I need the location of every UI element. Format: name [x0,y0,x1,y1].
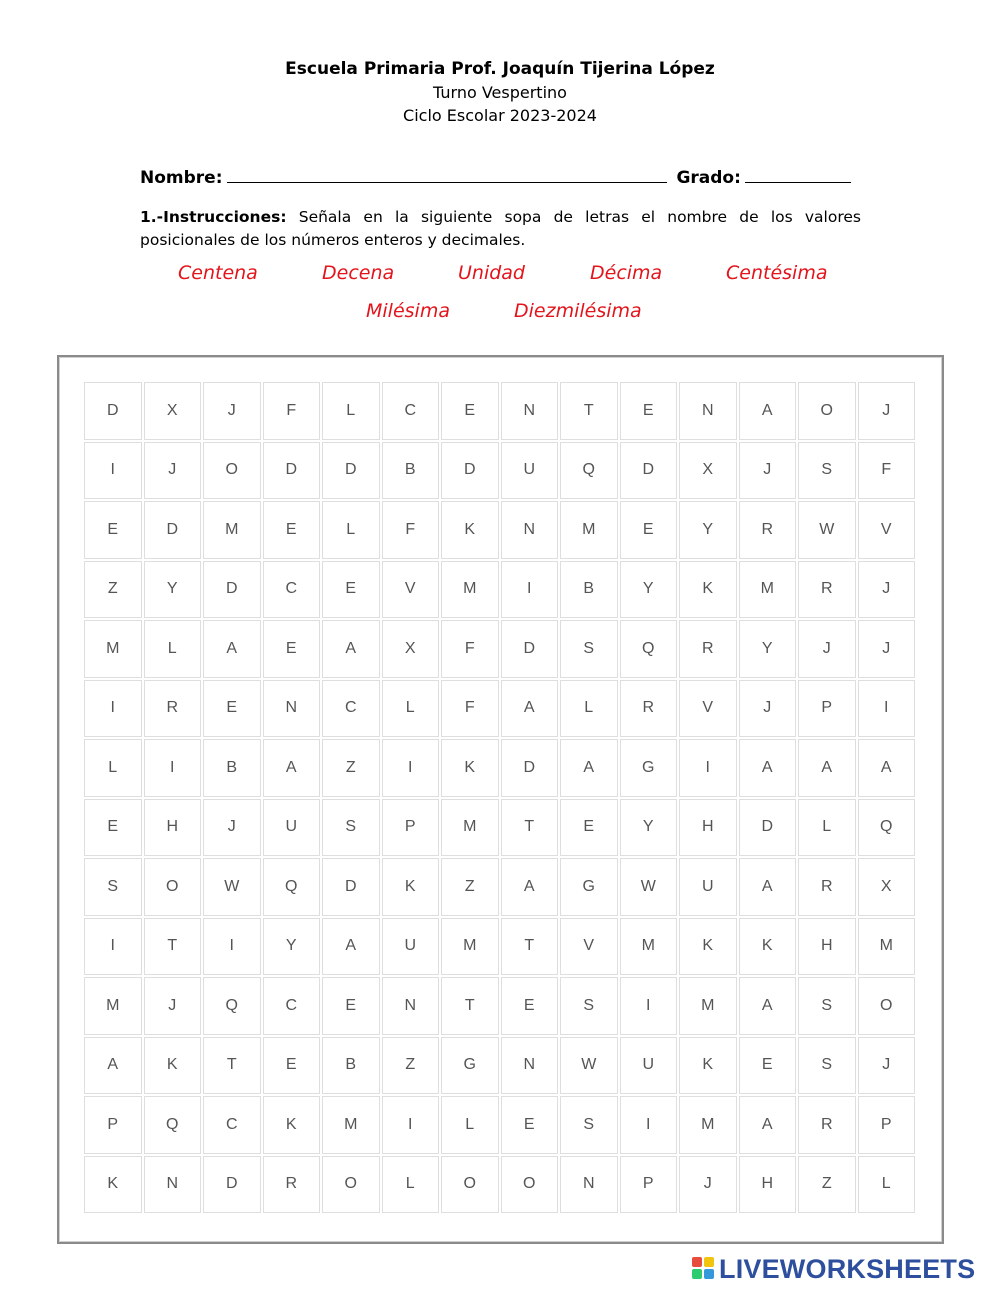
instructions [140,206,861,252]
grid-cell[interactable]: C [263,561,321,619]
grid-cell[interactable]: L [858,1156,916,1214]
grid-cell[interactable]: W [560,1037,618,1095]
grid-cell[interactable]: U [501,442,559,500]
grid-cell[interactable]: K [679,1037,737,1095]
grid-cell[interactable]: I [84,680,142,738]
grid-cell[interactable]: J [203,382,261,440]
grid-cell[interactable]: R [620,680,678,738]
grid-cell[interactable]: M [560,501,618,559]
grid-cell[interactable]: D [84,382,142,440]
grid-cell[interactable]: W [798,501,856,559]
grid-cell[interactable]: L [382,680,440,738]
grid-cell[interactable]: Y [263,918,321,976]
grid-cell[interactable]: V [382,561,440,619]
grid-cell[interactable]: J [858,1037,916,1095]
brand-name: LIVEWORKSHEETS [719,1253,976,1284]
grid-cell[interactable]: A [263,739,321,797]
grid-cell[interactable]: E [560,799,618,857]
grid-cell[interactable]: J [858,382,916,440]
student-info-line [140,168,860,188]
grid-cell[interactable]: N [382,977,440,1035]
grid-cell[interactable]: D [441,442,499,500]
grid-cell[interactable]: U [679,858,737,916]
grid-cell[interactable]: A [84,1037,142,1095]
grid-cell[interactable]: A [858,739,916,797]
grid-cell[interactable]: A [739,382,797,440]
word-decena: Decena [322,262,395,284]
grid-cell[interactable]: K [382,858,440,916]
grid-cell[interactable]: K [679,918,737,976]
grid-cell[interactable]: D [739,799,797,857]
grid-cell[interactable]: Y [620,799,678,857]
grid-cell[interactable]: S [798,1037,856,1095]
grid-cell[interactable]: R [798,1096,856,1154]
grid-cell[interactable]: C [322,680,380,738]
grid-cell[interactable]: S [84,858,142,916]
grid-cell[interactable]: M [441,918,499,976]
grid-cell[interactable]: Z [382,1037,440,1095]
word-decima: Décima [590,262,663,284]
grid-cell[interactable]: K [441,739,499,797]
grid-cell[interactable]: E [441,382,499,440]
grid-cell[interactable]: Q [620,620,678,678]
grid-cell[interactable]: O [798,382,856,440]
grid-cell[interactable]: R [739,501,797,559]
grid-cell[interactable]: K [263,1096,321,1154]
grid-cell[interactable]: F [441,620,499,678]
grid-cell[interactable]: G [560,858,618,916]
grid-cell[interactable]: S [798,442,856,500]
grid-cell[interactable]: J [798,620,856,678]
grid-cell[interactable]: P [798,680,856,738]
grid-cell[interactable]: P [84,1096,142,1154]
word-list-row-2 [0,300,1000,330]
grid-cell[interactable]: L [560,680,618,738]
grid-cell[interactable]: L [441,1096,499,1154]
grade-label: Grado: [676,168,741,188]
grid-cell[interactable]: N [501,382,559,440]
grid-cell[interactable]: Q [203,977,261,1035]
grid-cell[interactable]: I [620,977,678,1035]
grid-cell[interactable]: U [263,799,321,857]
grid-cell[interactable]: T [501,918,559,976]
grid-cell[interactable]: E [620,382,678,440]
word-milesima: Milésima [366,300,450,322]
grid-cell[interactable]: F [441,680,499,738]
grid-cell[interactable]: A [739,858,797,916]
document-header [0,58,1000,127]
grid-cell[interactable]: S [798,977,856,1035]
grid-cell[interactable]: D [501,620,559,678]
grid-cell[interactable]: J [739,442,797,500]
grid-cell[interactable]: E [84,501,142,559]
grid-cell[interactable]: T [144,918,202,976]
grid-cell[interactable]: C [203,1096,261,1154]
grid-cell[interactable]: J [203,799,261,857]
grid-cell[interactable]: O [441,1156,499,1214]
grid-cell[interactable]: M [679,1096,737,1154]
grid-cell[interactable]: B [560,561,618,619]
grid-cell[interactable]: D [322,858,380,916]
grid-cell[interactable]: X [679,442,737,500]
grid-cell[interactable]: Y [620,561,678,619]
grid-cell[interactable]: O [858,977,916,1035]
grid-cell[interactable]: Y [739,620,797,678]
grid-cell[interactable]: A [322,918,380,976]
grid-cell[interactable]: N [560,1156,618,1214]
grid-cell[interactable]: O [203,442,261,500]
grid-cell[interactable]: A [798,739,856,797]
grid-cell[interactable]: J [858,620,916,678]
grid-cell[interactable]: A [560,739,618,797]
school-cycle: Ciclo Escolar 2023-2024 [403,106,597,125]
grid-cell[interactable]: D [620,442,678,500]
grid-cell[interactable]: N [501,1037,559,1095]
grid-cell[interactable]: X [382,620,440,678]
grid-cell[interactable]: J [144,442,202,500]
grid-cell[interactable]: R [798,858,856,916]
grid-cell[interactable]: E [263,501,321,559]
grid-cell[interactable]: J [858,561,916,619]
instructions-text: Señala en la siguiente sopa de letras el nombre de los valores posicionales de los números enteros y decimales. [140,208,861,249]
grid-cell[interactable]: G [620,739,678,797]
grid-cell[interactable]: P [858,1096,916,1154]
grid-cell[interactable]: K [144,1037,202,1095]
grid-cell[interactable]: B [322,1037,380,1095]
grid-cell[interactable]: K [441,501,499,559]
grid-cell[interactable]: G [441,1037,499,1095]
grid-cell[interactable]: C [263,977,321,1035]
grid-cell[interactable]: E [739,1037,797,1095]
grid-cell[interactable]: A [322,620,380,678]
grid-cell[interactable]: L [84,739,142,797]
grid-cell[interactable]: B [203,739,261,797]
grid-cell[interactable]: X [144,382,202,440]
grid-cell[interactable]: E [322,561,380,619]
grid-cell[interactable]: E [84,799,142,857]
grid-cell[interactable]: Q [263,858,321,916]
word-centena: Centena [178,262,258,284]
grid-cell[interactable]: S [322,799,380,857]
grid-cell[interactable]: A [739,977,797,1035]
grid-cell[interactable]: P [620,1156,678,1214]
grid-cell[interactable]: M [203,501,261,559]
grid-cell[interactable]: M [620,918,678,976]
grid-cell[interactable]: Y [679,501,737,559]
grade-field[interactable] [745,168,851,183]
grid-cell[interactable]: H [798,918,856,976]
grid-cell[interactable]: C [382,382,440,440]
grid-cell[interactable]: R [679,620,737,678]
grid-cell[interactable]: R [798,561,856,619]
instructions-label: 1.-Instrucciones: [140,208,287,226]
grid-cell[interactable]: M [739,561,797,619]
grid-cell[interactable]: W [620,858,678,916]
grid-cell[interactable]: I [84,442,142,500]
grid-cell[interactable]: I [84,918,142,976]
word-diezmilesima: Diezmilésima [514,300,642,322]
grid-cell[interactable]: V [679,680,737,738]
grid-cell[interactable]: Z [798,1156,856,1214]
grid-cell[interactable]: O [144,858,202,916]
grid-cell[interactable]: J [739,680,797,738]
grid-cell[interactable]: V [560,918,618,976]
grid-cell[interactable]: Z [441,858,499,916]
grid-cell[interactable]: Q [858,799,916,857]
grid-cell[interactable]: A [739,1096,797,1154]
grid-cell[interactable]: H [679,799,737,857]
grid-cell[interactable]: R [263,1156,321,1214]
grid-cell[interactable]: T [203,1037,261,1095]
grid-cell[interactable]: F [382,501,440,559]
grid-cell[interactable]: D [203,1156,261,1214]
grid-cell[interactable]: N [263,680,321,738]
grid-cell[interactable]: J [144,977,202,1035]
grid-cell[interactable]: E [620,501,678,559]
grid-cell[interactable]: M [679,977,737,1035]
grid-cell[interactable]: Y [144,561,202,619]
grid-cell[interactable]: D [203,561,261,619]
liveworksheets-brand [692,1254,975,1284]
grid-cell[interactable]: E [263,620,321,678]
grid-cell[interactable]: I [203,918,261,976]
grid-cell[interactable]: D [322,442,380,500]
grid-cell[interactable]: Z [84,561,142,619]
grid-cell[interactable]: V [858,501,916,559]
grid-cell[interactable]: E [501,977,559,1035]
grid-cell[interactable]: M [441,561,499,619]
grid-cell[interactable]: K [679,561,737,619]
grid-cell[interactable]: I [858,680,916,738]
grid-cell[interactable]: M [858,918,916,976]
grid-cell[interactable]: I [620,1096,678,1154]
grid-cell[interactable]: M [322,1096,380,1154]
grid-cell[interactable]: M [441,799,499,857]
grid-cell[interactable]: H [144,799,202,857]
grid-cell[interactable]: N [501,501,559,559]
grid-cell[interactable]: F [263,382,321,440]
grid-cell[interactable]: L [382,1156,440,1214]
school-name: Escuela Primaria Prof. Joaquín Tijerina López [285,59,715,79]
grid-cell[interactable]: O [322,1156,380,1214]
grid-cell[interactable]: H [739,1156,797,1214]
grid-cell[interactable]: I [144,739,202,797]
grid-cell[interactable]: J [679,1156,737,1214]
grid-cell[interactable]: B [382,442,440,500]
word-search-grid [84,382,915,1213]
grid-cell[interactable]: E [322,977,380,1035]
grid-cell[interactable]: I [679,739,737,797]
grid-cell[interactable]: S [560,977,618,1035]
grid-cell[interactable]: L [798,799,856,857]
grid-cell[interactable]: L [144,620,202,678]
grid-cell[interactable]: U [382,918,440,976]
grid-cell[interactable]: P [382,799,440,857]
grid-cell[interactable]: X [858,858,916,916]
grid-cell[interactable]: Z [322,739,380,797]
grid-cell[interactable]: F [858,442,916,500]
name-label: Nombre: [140,168,223,188]
grid-cell[interactable]: M [84,977,142,1035]
grid-cell[interactable]: K [739,918,797,976]
name-field[interactable] [227,168,667,183]
grid-cell[interactable]: L [322,382,380,440]
grid-cell[interactable]: E [263,1037,321,1095]
grid-cell[interactable]: I [382,739,440,797]
word-unidad: Unidad [458,262,525,284]
liveworksheets-logo-icon [692,1257,716,1281]
grid-cell[interactable]: L [322,501,380,559]
grid-cell[interactable]: D [263,442,321,500]
word-search-board [57,355,944,1244]
grid-cell[interactable]: T [441,977,499,1035]
grid-cell[interactable]: T [560,382,618,440]
grid-cell[interactable]: S [560,1096,618,1154]
grid-cell[interactable]: D [144,501,202,559]
word-centesima: Centésima [726,262,828,284]
word-list-row-1 [0,262,1000,292]
grid-cell[interactable]: Q [560,442,618,500]
grid-cell[interactable]: K [84,1156,142,1214]
grid-cell[interactable]: W [203,858,261,916]
grid-cell[interactable]: A [501,680,559,738]
grid-cell[interactable]: T [501,799,559,857]
grid-cell[interactable]: I [501,561,559,619]
grid-cell[interactable]: N [679,382,737,440]
school-shift: Turno Vespertino [433,83,567,102]
grid-cell[interactable]: Q [144,1096,202,1154]
grid-cell[interactable]: U [620,1037,678,1095]
grid-cell[interactable]: I [382,1096,440,1154]
grid-cell[interactable]: N [144,1156,202,1214]
grid-cell[interactable]: D [501,739,559,797]
grid-cell[interactable]: E [501,1096,559,1154]
grid-cell[interactable]: A [203,620,261,678]
grid-cell[interactable]: O [501,1156,559,1214]
grid-cell[interactable]: E [203,680,261,738]
grid-cell[interactable]: S [560,620,618,678]
grid-cell[interactable]: A [501,858,559,916]
grid-cell[interactable]: R [144,680,202,738]
grid-cell[interactable]: M [84,620,142,678]
grid-cell[interactable]: A [739,739,797,797]
